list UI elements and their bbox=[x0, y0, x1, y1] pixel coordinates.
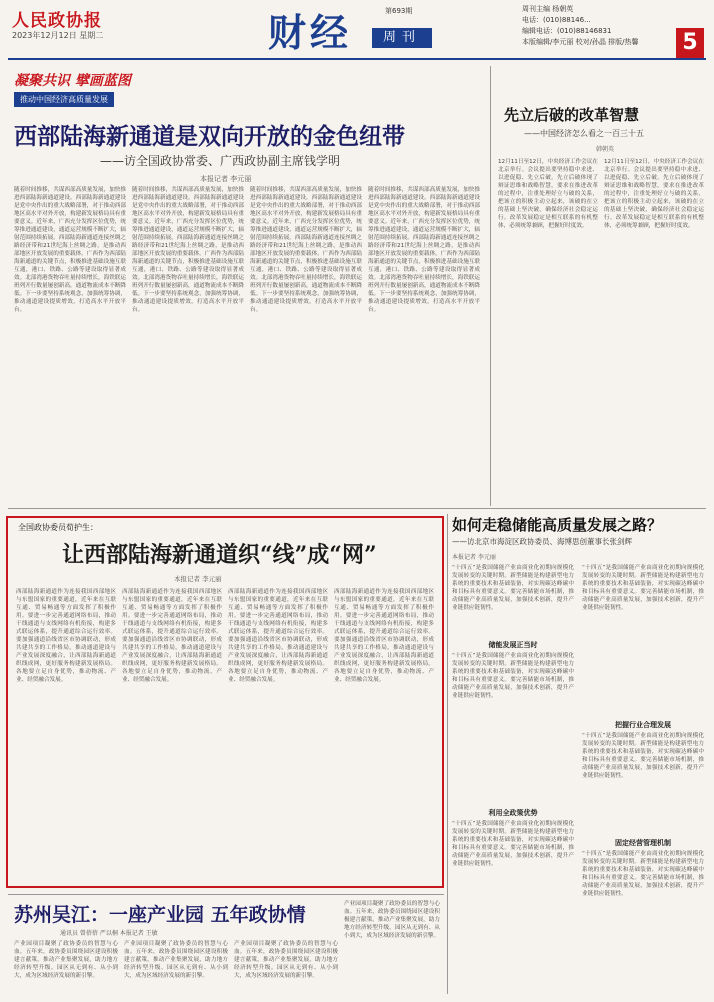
article3-text: “十四五”是我国储能产业由商业化初期向规模化发展转变的关键时期。新型储能是构建新型电力系统的重要技术和基础装备，对实现碳达峰碳中和目标具有重要意义。要完善储能市场机制，推动储能产业高质量发展，加强技术创新，提升产业链供应链韧性。 bbox=[452, 821, 574, 867]
article3-subheadline: ——访北京市海淀区政协委员、海博思创董事长张剑辉 bbox=[452, 537, 632, 546]
article4-text-col1: 产业园项目凝聚了政协委员的智慧与心血。五年来，政协委员围绕园区建设积极建言献策，推动产业集聚发展，助力地方经济转型升级。园区从无到有、从小到大，成为区域经济发展的新引擎。 bbox=[14, 941, 118, 979]
article3-section-heading: 利用全政策优势 bbox=[488, 809, 538, 817]
article1-text-col2: 随着时间推移，共谋西部高质量发展，加快推进西部陆海新通道建设。西部陆海新通道建设是党中央作出的重大战略部署，对于推动西部地区高水平对外开放，构建新发展格局具有重要意义。近年来，广西充分发挥区位优势，统筹推进通道建设，通道运营规模不断扩大，辐射范围持续拓展。西部陆海新通道连接丝绸之路经济带和21世纪海上丝绸之路，是推动西部地区开放发展的重要载体。广西作为西部陆海新通道的关键节点，积极推进基础设施互联互通，港口、铁路、公路等建设取得显著成效。北部湾港货物吞吐量持续增长，海铁联运班列开行数量屡创新高，通道物流成本不断降低。下一步要坚持系统观念，加强统筹协调，推动通道建设提质增效，打造高水平开放平台。 bbox=[132, 187, 244, 313]
article3-text: “十四五”是我国储能产业由商业化初期向规模化发展转变的关键时期。新型储能是构建新型电力系统的重要技术和基础装备，对实现碳达峰碳中和目标具有重要意义。要完善储能市场机制，推动储能产业高质量发展，加强技术创新，提升产业链供应链韧性。 bbox=[582, 851, 704, 897]
editor-line: 周刊主编 杨朝英 bbox=[522, 5, 574, 13]
article1-subheadline: ——访全国政协常委、广西政协副主席钱学明 bbox=[100, 154, 341, 168]
article3-headline: 如何走稳储能高质量发展之路？ bbox=[452, 516, 663, 534]
editor-line: 编辑电话：(010)88146831 bbox=[522, 27, 612, 35]
article2-byline: 韩朝英 bbox=[596, 146, 615, 153]
article3-section-heading: 储能发展正当时 bbox=[488, 641, 538, 649]
article4-text-col4: 产业园项目凝聚了政协委员的智慧与心血。五年来，政协委员围绕园区建设积极建言献策，推动产业集聚发展，助力地方经济转型升级。园区从无到有、从小到大，成为区域经济发展的新引擎。 bbox=[344, 901, 440, 939]
article4-headline: 苏州吴江：一座产业园 五年政协情 bbox=[14, 904, 306, 926]
masthead-rule bbox=[8, 58, 706, 60]
article4-text-col2: 产业园项目凝聚了政协委员的智慧与心血。五年来，政协委员围绕园区建设积极建言献策，推动产业集聚发展，助力地方经济转型升级。园区从无到有、从小到大，成为区域经济发展的新引擎。 bbox=[124, 941, 228, 979]
editor-line: 电话：(010)88146... bbox=[522, 16, 591, 24]
box-text-col2: 西部陆海新通道作为连接我国西部地区与东盟国家的重要通道，近年来在互联互通、贸易畅通等方面发挥了积极作用。要进一步完善通道网络布局，推动干线通道与支线网络有机衔接，构建多式联运体系，提升通道综合运行效率。要加强通道沿线省区市协调联动，形成共建共享的工作格局，推动通道建设与产业发展深度融合，让西部陆海新通道织线成网，更好服务构建新发展格局。各地要立足自身优势，推动物流、产业、经贸融合发展。 bbox=[122, 589, 222, 683]
banner-slogan: 凝聚共识 擘画蓝图 bbox=[14, 73, 131, 89]
article3-section-heading: 固定经营管理机制 bbox=[615, 839, 671, 847]
column-divider bbox=[490, 66, 491, 506]
box-byline: 本报记者 李元丽 bbox=[174, 575, 222, 583]
column-divider bbox=[447, 514, 448, 994]
section-divider bbox=[8, 894, 444, 895]
article1-byline: 本报记者 李元丽 bbox=[200, 175, 252, 183]
article3-text: “十四五”是我国储能产业由商业化初期向规模化发展转变的关键时期。新型储能是构建新型电力系统的重要技术和基础装备，对实现碳达峰碳中和目标具有重要意义。要完善储能市场机制，推动储能产业高质量发展，加强技术创新，提升产业链供应链韧性。 bbox=[452, 653, 574, 699]
issue-date: 2023年12月12日 星期二 bbox=[12, 31, 104, 40]
article1-headline: 西部陆海新通道是双向开放的金色纽带 bbox=[14, 123, 405, 150]
weekly-badge: 周刊 bbox=[372, 28, 432, 48]
article4-byline: 通讯员 曾蓓蓓 严以桐 本报记者 王敏 bbox=[60, 930, 158, 937]
editor-line: 本版编辑/李元丽 校对/孙晶 排版/热馨 bbox=[522, 38, 639, 46]
box-headline: 让西部陆海新通道织“线”成“网” bbox=[62, 542, 377, 568]
banner-tag: 推动中国经济高质量发展 bbox=[14, 92, 114, 107]
article4-text-col3: 产业园项目凝聚了政协委员的智慧与心血。五年来，政协委员围绕园区建设积极建言献策，推动产业集聚发展，助力地方经济转型升级。园区从无到有、从小到大，成为区域经济发展的新引擎。 bbox=[234, 941, 338, 979]
article1-text-col1: 随着时间推移，共谋西部高质量发展，加快推进西部陆海新通道建设。西部陆海新通道建设是党中央作出的重大战略部署，对于推动西部地区高水平对外开放，构建新发展格局具有重要意义。近年来，广西充分发挥区位优势，统筹推进通道建设，通道运营规模不断扩大，辐射范围持续拓展。西部陆海新通道连接丝绸之路经济带和21世纪海上丝绸之路，是推动西部地区开放发展的重要载体。广西作为西部陆海新通道的关键节点，积极推进基础设施互联互通，港口、铁路、公路等建设取得显著成效。北部湾港货物吞吐量持续增长，海铁联运班列开行数量屡创新高，通道物流成本不断降低。下一步要坚持系统观念，加强统筹协调，推动通道建设提质增效，打造高水平开放平台。 bbox=[14, 187, 126, 313]
article1-text-col3: 随着时间推移，共谋西部高质量发展，加快推进西部陆海新通道建设。西部陆海新通道建设是党中央作出的重大战略部署，对于推动西部地区高水平对外开放，构建新发展格局具有重要意义。近年来，广西充分发挥区位优势，统筹推进通道建设，通道运营规模不断扩大，辐射范围持续拓展。西部陆海新通道连接丝绸之路经济带和21世纪海上丝绸之路，是推动西部地区开放发展的重要载体。广西作为西部陆海新通道的关键节点，积极推进基础设施互联互通，港口、铁路、公路等建设取得显著成效。北部湾港货物吞吐量持续增长，海铁联运班列开行数量屡创新高，通道物流成本不断降低。下一步要坚持系统观念，加强统筹协调，推动通道建设提质增效，打造高水平开放平台。 bbox=[250, 187, 362, 313]
page-number: 5 bbox=[676, 28, 704, 58]
issue-number: 第693期 bbox=[385, 7, 413, 15]
article2-text-col2: 12月11日至12日，中央经济工作会议在北京举行。会议提出要坚持稳中求进、以进促稳、先立后破。先立后破体现了辩证思维和战略智慧，要求在推进改革的过程中，注重处理好立与破的关系，把该立的积极主动立起来，该破的在立的基础上坚决破，确保经济社会稳定运行。改革发展稳定是相互联系的有机整体，必须统筹兼顾，把握好时度效。 bbox=[604, 159, 704, 229]
box-text-col3: 西部陆海新通道作为连接我国西部地区与东盟国家的重要通道，近年来在互联互通、贸易畅通等方面发挥了积极作用。要进一步完善通道网络布局，推动干线通道与支线网络有机衔接，构建多式联运体系，提升通道综合运行效率。要加强通道沿线省区市协调联动，形成共建共享的工作格局，推动通道建设与产业发展深度融合，让西部陆海新通道织线成网，更好服务构建新发展格局。各地要立足自身优势，推动物流、产业、经贸融合发展。 bbox=[228, 589, 328, 683]
article3-section-heading: 把握行业合理发展 bbox=[615, 721, 671, 729]
article3-text: “十四五”是我国储能产业由商业化初期向规模化发展转变的关键时期。新型储能是构建新型电力系统的重要技术和基础装备，对实现碳达峰碳中和目标具有重要意义。要完善储能市场机制，推动储能产业高质量发展，加强技术创新，提升产业链供应链韧性。 bbox=[582, 565, 704, 611]
box-text-col1: 西部陆海新通道作为连接我国西部地区与东盟国家的重要通道，近年来在互联互通、贸易畅通等方面发挥了积极作用。要进一步完善通道网络布局，推动干线通道与支线网络有机衔接，构建多式联运体系，提升通道综合运行效率。要加强通道沿线省区市协调联动，形成共建共享的工作格局，推动通道建设与产业发展深度融合，让西部陆海新通道织线成网，更好服务构建新发展格局。各地要立足自身优势，推动物流、产业、经贸融合发展。 bbox=[16, 589, 116, 683]
article3-byline: 本报记者 李元丽 bbox=[452, 554, 496, 561]
section-divider bbox=[8, 508, 706, 509]
section-title: 财经 bbox=[268, 10, 353, 55]
box-text-col4: 西部陆海新通道作为连接我国西部地区与东盟国家的重要通道，近年来在互联互通、贸易畅通等方面发挥了积极作用。要进一步完善通道网络布局，推动干线通道与支线网络有机衔接，构建多式联运体系，提升通道综合运行效率。要加强通道沿线省区市协调联动，形成共建共享的工作格局，推动通道建设与产业发展深度融合，让西部陆海新通道织线成网，更好服务构建新发展格局。各地要立足自身优势，推动物流、产业、经贸融合发展。 bbox=[334, 589, 434, 683]
article1-text-col4: 随着时间推移，共谋西部高质量发展，加快推进西部陆海新通道建设。西部陆海新通道建设是党中央作出的重大战略部署，对于推动西部地区高水平对外开放，构建新发展格局具有重要意义。近年来，广西充分发挥区位优势，统筹推进通道建设，通道运营规模不断扩大，辐射范围持续拓展。西部陆海新通道连接丝绸之路经济带和21世纪海上丝绸之路，是推动西部地区开放发展的重要载体。广西作为西部陆海新通道的关键节点，积极推进基础设施互联互通，港口、铁路、公路等建设取得显著成效。北部湾港货物吞吐量持续增长，海铁联运班列开行数量屡创新高，通道物流成本不断降低。下一步要坚持系统观念，加强统筹协调，推动通道建设提质增效，打造高水平开放平台。 bbox=[368, 187, 480, 313]
newspaper-logo: 人民政协报 bbox=[12, 11, 102, 31]
article3-text: “十四五”是我国储能产业由商业化初期向规模化发展转变的关键时期。新型储能是构建新型电力系统的重要技术和基础装备，对实现碳达峰碳中和目标具有重要意义。要完善储能市场机制，推动储能产业高质量发展，加强技术创新，提升产业链供应链韧性。 bbox=[452, 565, 574, 611]
article2-headline: 先立后破的改革智慧 bbox=[504, 106, 640, 124]
article2-text-col1: 12月11日至12日，中央经济工作会议在北京举行。会议提出要坚持稳中求进、以进促稳、先立后破。先立后破体现了辩证思维和战略智慧，要求在推进改革的过程中，注重处理好立与破的关系，把该立的积极主动立起来，该破的在立的基础上坚决破，确保经济社会稳定运行。改革发展稳定是相互联系的有机整体，必须统筹兼顾，把握好时度效。 bbox=[498, 159, 598, 229]
box-kicker: 全国政协委员荀护生： bbox=[18, 523, 98, 532]
editor-info bbox=[522, 4, 672, 48]
article3-text: “十四五”是我国储能产业由商业化初期向规模化发展转变的关键时期。新型储能是构建新型电力系统的重要技术和基础装备，对实现碳达峰碳中和目标具有重要意义。要完善储能市场机制，推动储能产业高质量发展，加强技术创新，提升产业链供应链韧性。 bbox=[582, 733, 704, 779]
article2-subheadline: ——中国经济怎么看之一百三十五 bbox=[524, 129, 644, 138]
